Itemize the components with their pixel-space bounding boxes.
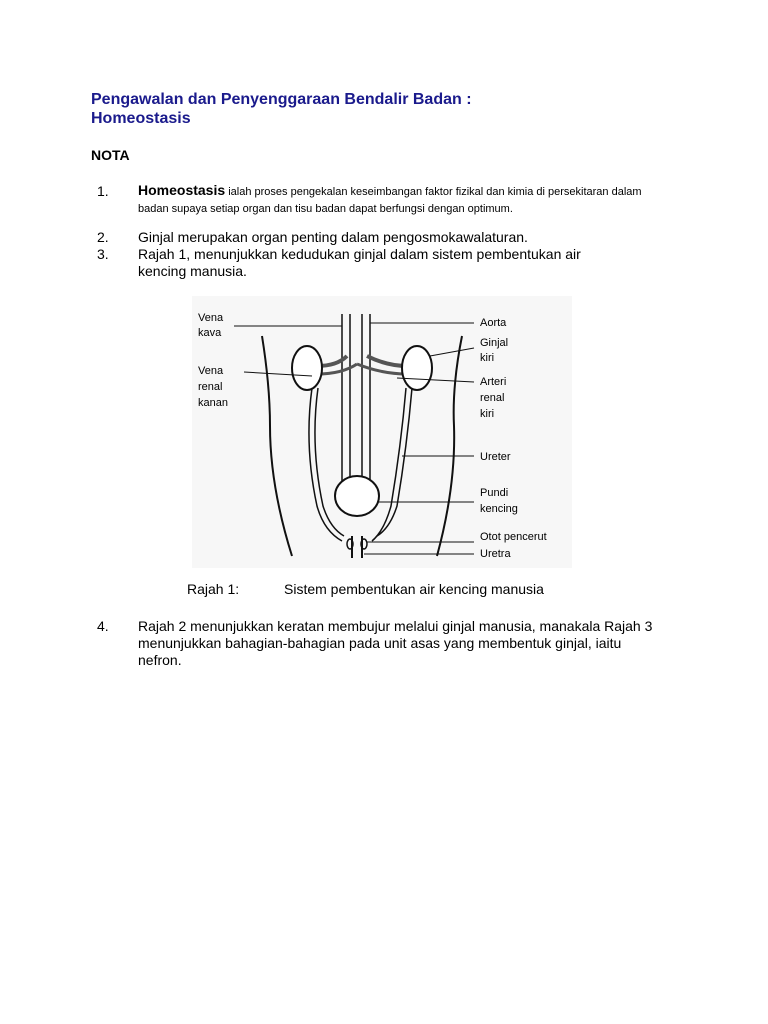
figure-caption-text: Sistem pembentukan air kencing manusia — [284, 581, 544, 597]
right-kidney — [292, 346, 322, 390]
left-kidney — [402, 346, 432, 390]
diagram-svg — [192, 296, 572, 568]
label-ureter: Ureter — [480, 451, 511, 463]
list-item-2: Ginjal merupakan organ penting dalam pengosmokawalaturan. — [138, 229, 528, 245]
label-vena-renal-1: Vena — [198, 365, 224, 377]
page-title — [91, 90, 691, 128]
label-arteri-1: Arteri — [480, 376, 507, 388]
label-vena-kava-1: Vena — [198, 312, 224, 324]
item-number-1: 1. — [97, 183, 109, 199]
list-item-1 — [138, 182, 658, 216]
item-number-3: 3. — [97, 246, 109, 262]
figure-caption-label: Rajah 1: — [187, 581, 240, 597]
label-uretra: Uretra — [480, 548, 511, 560]
urinary-system-diagram — [192, 296, 572, 568]
title-line-1: Pengawalan dan Penyenggaraan Bendalir Badan : — [91, 91, 472, 108]
list-item-4: Rajah 2 menunjukkan keratan membujur melalui ginjal manusia, manakala Rajah 3 menunjukkan bahagian-bahagian pada unit asas yang membentuk ginjal, iaitu nefron. — [138, 618, 653, 668]
label-vena-kava-2: kava — [198, 327, 222, 339]
label-pundi-2: kencing — [480, 503, 518, 515]
label-otot-pencerut: Otot pencerut — [480, 531, 547, 543]
bladder — [335, 476, 379, 516]
label-aorta: Aorta — [480, 317, 507, 329]
label-vena-renal-3: kanan — [198, 397, 228, 409]
item-number-2: 2. — [97, 229, 109, 245]
item-term-homeostasis: Homeostasis — [138, 182, 226, 198]
item-text-1: ialah proses pengekalan keseimbangan faktor fizikal dan kimia di persekitaran dalam badan supaya setiap organ dan tisu badan dapat berfungsi dengan optimum. — [138, 186, 642, 215]
label-ginjal-1: Ginjal — [480, 337, 509, 349]
item-number-4: 4. — [97, 618, 109, 634]
list-item-3: Rajah 1, menunjukkan kedudukan ginjal dalam sistem pembentukan air kencing manusia. — [138, 246, 581, 279]
label-arteri-2: renal — [480, 392, 505, 404]
label-ginjal-2: kiri — [480, 352, 495, 364]
label-arteri-3: kiri — [480, 408, 495, 420]
nota-heading: NOTA — [91, 147, 130, 163]
label-pundi-1: Pundi — [480, 487, 509, 499]
title-line-2: Homeostasis — [91, 110, 191, 127]
label-vena-renal-2: renal — [198, 381, 223, 393]
